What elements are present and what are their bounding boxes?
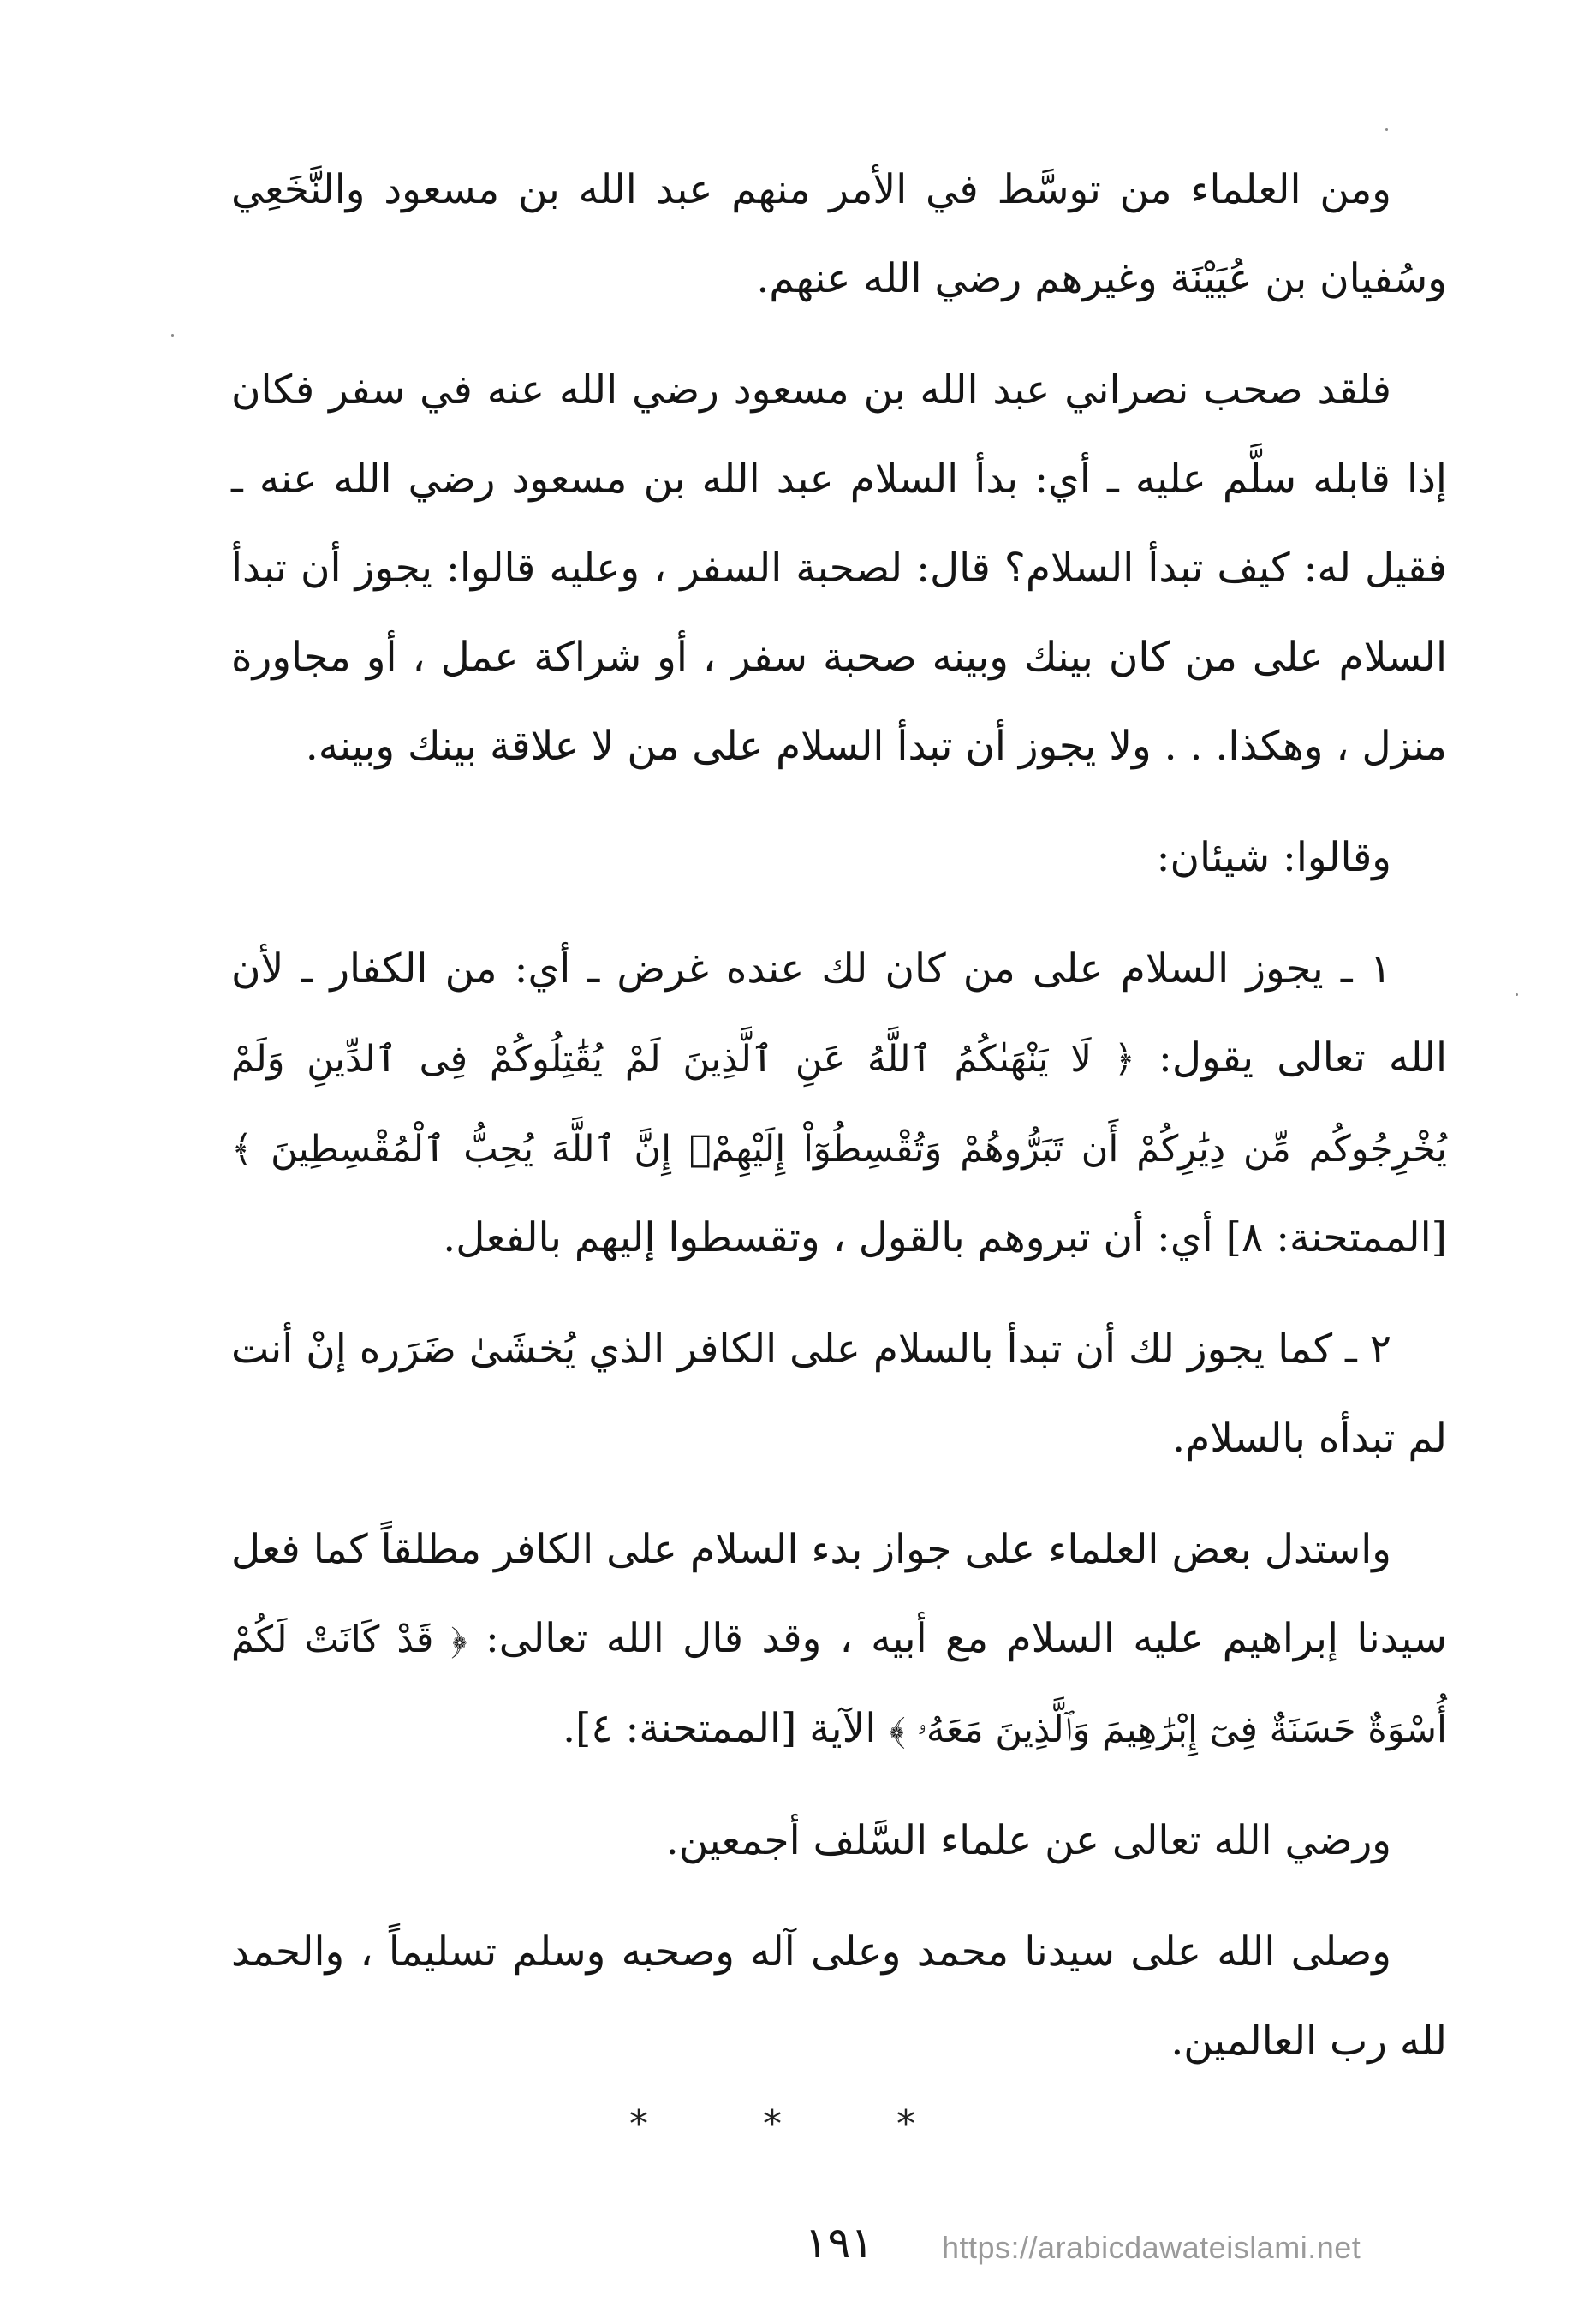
paragraph-two-things-heading xyxy=(231,814,1447,903)
section-separator: * * * xyxy=(629,2102,967,2146)
paragraph-text: ومن العلماء من توسَّط في الأمر منهم عبد الله بن مسعود والنَّخَعِي وسُفيان بن عُيَيْنَة وغيرهم رضي الله عنهم. xyxy=(231,166,1447,302)
paragraph-closing-salutation xyxy=(231,1908,1447,2086)
paragraph-ibrahim-evidence xyxy=(231,1505,1447,1774)
page-body xyxy=(231,146,1447,2108)
paragraph-scholars-middle-view xyxy=(231,146,1447,324)
page-number: ١٩١ xyxy=(804,2218,874,2268)
paragraph-text: ورضي الله تعالى عن علماء السَّلف أجمعين. xyxy=(665,1817,1391,1864)
paragraph-point-two xyxy=(231,1305,1447,1483)
paragraph-ibn-masud-story xyxy=(231,346,1447,791)
paragraph-text-before: ١ ـ يجوز السلام على من كان لك عنده غرض ـ أي: من الكفار ـ لأن الله تعالى يقول: xyxy=(231,945,1448,1082)
paragraph-text: فلقد صحب نصراني عبد الله بن مسعود رضي الله عنه في سفر فكان إذا قابله سلَّم عليه ـ أي: بدأ السلام عبد الله بن مسعود رضي الله عنه ـ فقيل له: كيف تبدأ السلام؟ قال: لصحبة السفر ، وعليه قالوا: يجوز أن تبدأ السلام على من كان بينك وبينه صحبة سفر ، أو شراكة عمل ، أو مجاورة منزل ، وهكذا. . . ولا يجوز أن تبدأ السلام على من لا علاقة بينك وبينه. xyxy=(231,367,1447,770)
quran-verse: ﴿ لَا يَنْهَىٰكُمُ ٱللَّهُ عَنِ ٱلَّذِينَ لَمْ يُقَٰتِلُوكُمْ فِى ٱلدِّينِ وَلَمْ يُخْرِجُوكُم مِّن دِيَٰرِكُمْ أَن تَبَرُّوهُمْ وَتُقْسِطُوٓاْ إِلَيْهِمْۚ إِنَّ ٱللَّهَ يُحِبُّ ٱلْمُقْسِطِينَ ﴾ xyxy=(231,1038,1447,1171)
paragraph-text: وصلى الله على سيدنا محمد وعلى آله وصحبه وسلم تسليماً ، والحمد لله رب العالمين. xyxy=(231,1928,1447,2065)
paragraph-text: وقالوا: شيئان: xyxy=(1156,834,1391,881)
paragraph-text-before: واستدل بعض العلماء على جواز بدء السلام على الكافر مطلقاً كما فعل سيدنا إبراهيم عليه السلام مع أبيه ، وقد قال الله تعالى: xyxy=(231,1526,1447,1662)
scan-speck xyxy=(1385,128,1388,131)
watermark-url: https://arabicdawateislami.net xyxy=(942,2230,1361,2265)
paragraph-text: ٢ ـ كما يجوز لك أن تبدأ بالسلام على الكافر الذي يُخشَىٰ ضَرَره إنْ أنت لم تبدأه بالسلام. xyxy=(231,1326,1447,1462)
scan-speck xyxy=(1516,993,1518,996)
paragraph-text-after: الآية [الممتحنة: ٤]. xyxy=(563,1705,890,1752)
scan-speck xyxy=(171,334,174,337)
paragraph-text-after: [الممتحنة: ٨] أي: أن تبروهم بالقول ، وتقسطوا إليهم بالفعل. xyxy=(443,1214,1447,1261)
quran-verse: ﴿ قَدْ كَانَتْ لَكُمْ أُسْوَةٌ حَسَنَةٌ فِىٓ إِبْرَٰهِيمَ وَٱلَّذِينَ مَعَهُۥ ﴾ xyxy=(231,1619,1447,1751)
paragraph-dua-scholars xyxy=(231,1797,1447,1886)
paragraph-point-one xyxy=(231,925,1447,1283)
